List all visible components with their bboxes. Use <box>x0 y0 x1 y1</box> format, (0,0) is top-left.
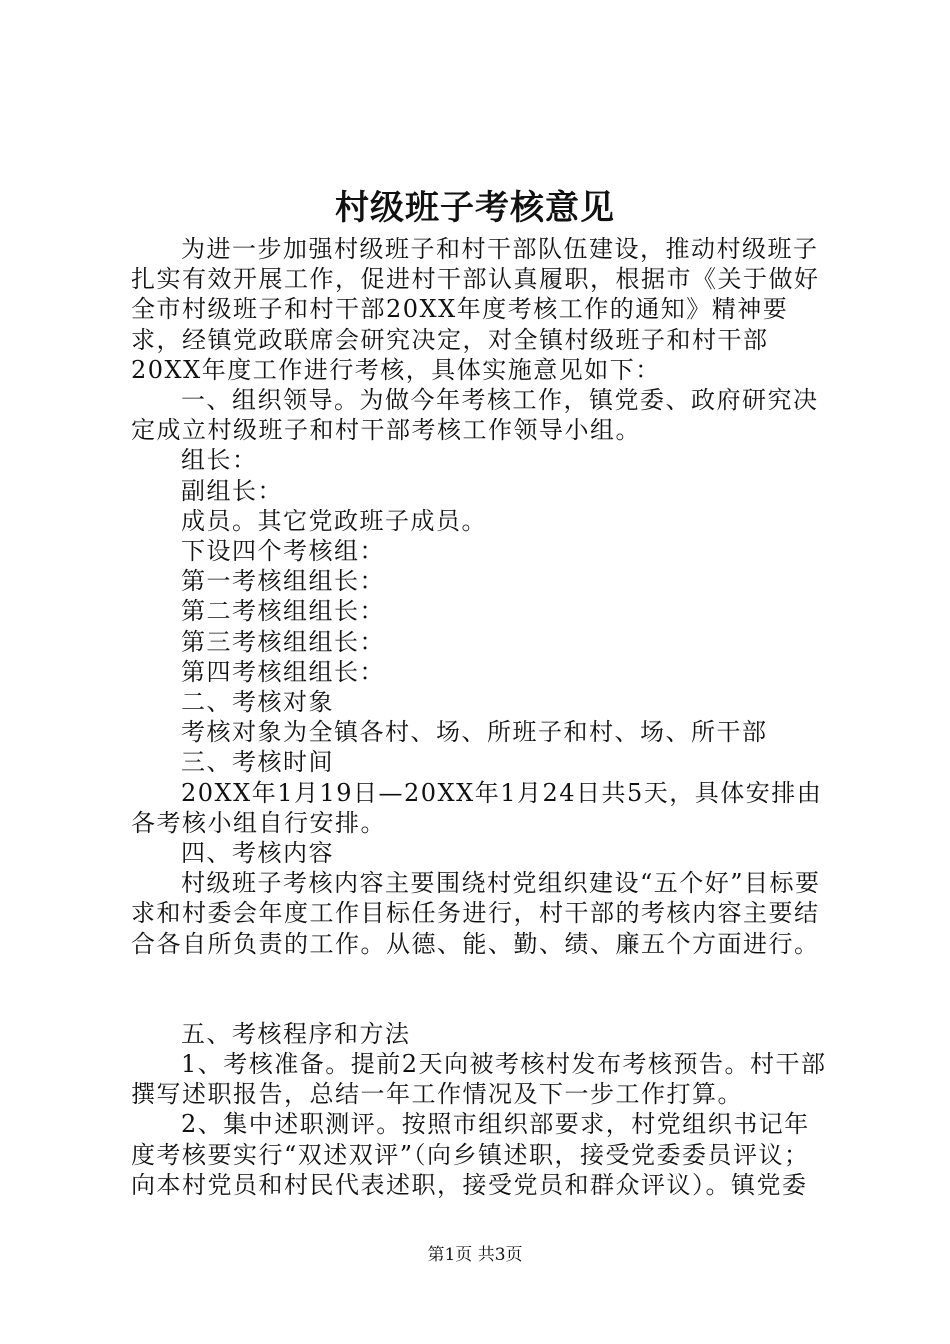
paragraph-section-3-body: 20XX年1月19日—20XX年1月24日共5天，具体安排由各考核小组自行安排。 <box>131 778 823 837</box>
paragraph-section-3-heading: 三、考核时间 <box>181 748 334 777</box>
paragraph-section-2-heading: 二、考核对象 <box>181 688 334 717</box>
paragraph-section-1: 一、组织领导。为做今年考核工作，镇党委、政府研究决定成立村级班子和村干部考核工作领导小组。 <box>131 386 819 445</box>
paragraph-group-4: 第四考核组组长： <box>181 657 385 686</box>
paragraph-step-1: 1、考核准备。提前2天向被考核村发布考核预告。村干部撰写述职报告，总结一年工作情况及下一步工作打算。 <box>131 1050 827 1109</box>
paragraph-step-2: 2、集中述职测评。按照市组织部要求，村党组织书记年度考核要实行“双述双评”（向乡镇述职，接受党委委员评议；向本村党员和村民代表述职，接受党员和群众评议）。镇党委 <box>131 1110 810 1199</box>
paragraph-leader: 组长： <box>181 446 258 475</box>
paragraph-intro: 为进一步加强村级班子和村干部队伍建设，推动村级班子扎实有效开展工作，促进村干部认真履职，根据市《关于做好全市村级班子和村干部20XX年度考核工作的通知》精神要求，经镇党政联席会研究决定，对全镇村级班子和村干部20XX年度工作进行考核，具体实施意见如下： <box>131 235 820 384</box>
document-body <box>131 234 831 1200</box>
document-title: 村级班子考核意见 <box>335 188 615 228</box>
paragraph-section-5-heading: 五、考核程序和方法 <box>181 1019 411 1048</box>
page-footer: 第1页 共3页 <box>427 1245 523 1265</box>
paragraph-spacer <box>131 959 831 1019</box>
paragraph-section-4-heading: 四、考核内容 <box>181 839 334 868</box>
paragraph-members: 成员。其它党政班子成员。 <box>181 506 487 535</box>
paragraph-section-2-body: 考核对象为全镇各村、场、所班子和村、场、所干部 <box>181 718 768 747</box>
paragraph-deputy-leader: 副组长： <box>181 476 283 505</box>
paragraph-group-1: 第一考核组组长： <box>181 567 385 596</box>
paragraph-groups: 下设四个考核组： <box>181 537 385 566</box>
paragraph-section-4-body: 村级班子考核内容主要围绕村党组织建设“五个好”目标要求和村委会年度工作目标任务进行，村干部的考核内容主要结合各自所负责的工作。从德、能、勤、绩、廉五个方面进行。 <box>131 869 821 958</box>
paragraph-group-3: 第三考核组组长： <box>181 627 385 656</box>
paragraph-group-2: 第二考核组组长： <box>181 597 385 626</box>
